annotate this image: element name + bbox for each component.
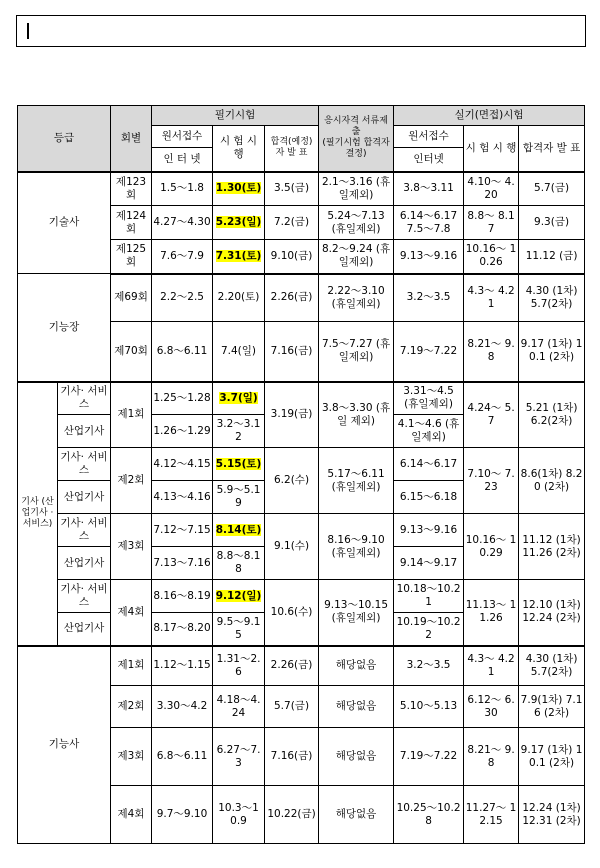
header-qual-sub: (필기시험 합격자결정): [322, 138, 390, 160]
exam2-cell: 4.3～ 4.21: [464, 274, 519, 322]
pass2-cell: 8.6(1차) 8.20 (2차): [519, 448, 585, 514]
round-cell: 제1회: [111, 382, 152, 448]
pass-cell: 6.2(수): [265, 448, 319, 514]
exam-cell: 1.30(토): [213, 172, 265, 206]
app2-cell: 3.8～3.11: [394, 172, 464, 206]
exam-schedule-table: [17, 105, 585, 844]
sub-industrial-engineer: 산업기사: [58, 547, 111, 580]
qual-cell: 3.8～3.30 (휴일 제외): [319, 382, 394, 448]
pass2-cell: 5.21 (1차) 6.2(2차): [519, 382, 585, 448]
sub-engineer-service: 기사· 서비스: [58, 382, 111, 415]
header-qual: [319, 106, 394, 172]
qual-cell: 5.24～7.13 (휴일제외): [319, 206, 394, 240]
round-cell: 제4회: [111, 580, 152, 646]
exam-cell: 6.27～7.3: [213, 728, 265, 786]
header-grade: 등급: [18, 106, 111, 172]
pass2-cell: 4.30 (1차) 5.7(2차): [519, 646, 585, 686]
pass-cell: 2.26(금): [265, 646, 319, 686]
pass-cell: 10.6(수): [265, 580, 319, 646]
pass2-cell: 12.24 (1차) 12.31 (2차): [519, 786, 585, 844]
app-cell: 2.2～2.5: [152, 274, 213, 322]
exam2-cell: 8.21～ 9.8: [464, 728, 519, 786]
app-cell: 8.16～8.19: [152, 580, 213, 613]
pass2-cell: 9.17 (1차) 10.1 (2차): [519, 728, 585, 786]
exam2-cell: 11.27～ 12.15: [464, 786, 519, 844]
header-internet: 인 터 넷: [152, 148, 213, 172]
header-qual-title: 응시자격 서류제출: [324, 116, 388, 138]
group-industrial: 기사 (산업기사 · 서비스): [18, 382, 58, 646]
app2-cell: 9.14～9.17: [394, 547, 464, 580]
exam-cell: 5.15(토): [213, 448, 265, 481]
exam-cell: 4.18～4.24: [213, 686, 265, 728]
top-input-box[interactable]: [16, 15, 586, 47]
app-cell: 7.13～7.16: [152, 547, 213, 580]
exam-cell: 8.8～8.18: [213, 547, 265, 580]
round-cell: 제3회: [111, 728, 152, 786]
app2-cell: 3.31～4.5 (휴일제외): [394, 382, 464, 415]
pass2-cell: 11.12 (금): [519, 240, 585, 274]
qual-cell: 9.13～10.15 (휴일제외): [319, 580, 394, 646]
group-engineer: 기술사: [18, 172, 111, 274]
round-cell: 제69회: [111, 274, 152, 322]
header-app-written: 원서접수: [152, 126, 213, 148]
app2-cell: 9.13～9.16: [394, 240, 464, 274]
exam2-cell: 11.13～ 11.26: [464, 580, 519, 646]
app-cell: 7.12～7.15: [152, 514, 213, 547]
pass-cell: 5.7(금): [265, 686, 319, 728]
qual-cell: 2.22～3.10 (휴일제외): [319, 274, 394, 322]
exam-cell: 7.31(토): [213, 240, 265, 274]
header-pass-prac: 합격자 발 표: [519, 126, 585, 172]
header-round: 회별: [111, 106, 152, 172]
pass-cell: 3.19(금): [265, 382, 319, 448]
app2-cell: 6.14～6.17: [394, 448, 464, 481]
pass2-cell: 7.9(1차) 7.16 (2차): [519, 686, 585, 728]
header-internet-prac: 인터넷: [394, 148, 464, 172]
round-cell: 제125회: [111, 240, 152, 274]
text-cursor: [27, 23, 29, 39]
qual-cell: 8.2～9.24 (휴일제외): [319, 240, 394, 274]
round-cell: 제123회: [111, 172, 152, 206]
exam2-cell: 4.24～ 5.7: [464, 382, 519, 448]
app-cell: 4.12～4.15: [152, 448, 213, 481]
qual-cell: 7.5～7.27 (휴일제외): [319, 322, 394, 382]
app2-cell: 5.10～5.13: [394, 686, 464, 728]
exam2-cell: 4.3～ 4.21: [464, 646, 519, 686]
exam-cell: 1.31～2.6: [213, 646, 265, 686]
exam-cell: 2.20(토): [213, 274, 265, 322]
app2-cell: 3.2～3.5: [394, 274, 464, 322]
pass2-cell: 9.3(금): [519, 206, 585, 240]
pass-cell: 3.5(금): [265, 172, 319, 206]
sub-industrial-engineer: 산업기사: [58, 613, 111, 646]
qual-cell: 해당없음: [319, 728, 394, 786]
round-cell: 제4회: [111, 786, 152, 844]
qual-cell: 해당없음: [319, 686, 394, 728]
pass-cell: 10.22(금): [265, 786, 319, 844]
qual-cell: 해당없음: [319, 786, 394, 844]
app2-cell: 4.1～4.6 (휴일제외): [394, 415, 464, 448]
header-app-prac: 원서접수: [394, 126, 464, 148]
app2-cell: 7.19～7.22: [394, 322, 464, 382]
sub-engineer-service: 기사· 서비스: [58, 580, 111, 613]
app-cell: 3.30～4.2: [152, 686, 213, 728]
pass-cell: 7.16(금): [265, 728, 319, 786]
app-cell: 1.26～1.29: [152, 415, 213, 448]
app2-cell: 6.15～6.18: [394, 481, 464, 514]
pass-cell: 7.16(금): [265, 322, 319, 382]
exam-cell: 5.23(일): [213, 206, 265, 240]
app-cell: 4.13～4.16: [152, 481, 213, 514]
pass-cell: 7.2(금): [265, 206, 319, 240]
exam2-cell: 10.16～ 10.29: [464, 514, 519, 580]
exam-cell: 5.9～5.19: [213, 481, 265, 514]
round-cell: 제124회: [111, 206, 152, 240]
app2-cell: 10.25～10.28: [394, 786, 464, 844]
round-cell: 제2회: [111, 448, 152, 514]
exam-cell: 3.2～3.12: [213, 415, 265, 448]
sub-engineer-service: 기사· 서비스: [58, 514, 111, 547]
exam2-cell: 10.16～ 10.26: [464, 240, 519, 274]
sub-industrial-engineer: 산업기사: [58, 481, 111, 514]
qual-cell: 5.17～6.11 (휴일제외): [319, 448, 394, 514]
pass2-cell: 4.30 (1차) 5.7(2차): [519, 274, 585, 322]
app-cell: 1.12～1.15: [152, 646, 213, 686]
app2-cell: 6.14～6.17 7.5～7.8: [394, 206, 464, 240]
app2-cell: 9.13～9.16: [394, 514, 464, 547]
exam2-cell: 8.8～ 8.17: [464, 206, 519, 240]
app-cell: 6.8～6.11: [152, 728, 213, 786]
exam2-cell: 4.10～ 4.20: [464, 172, 519, 206]
app-cell: 9.7～9.10: [152, 786, 213, 844]
round-cell: 제1회: [111, 646, 152, 686]
exam-cell: 7.4(일): [213, 322, 265, 382]
sub-industrial-engineer: 산업기사: [58, 415, 111, 448]
app2-cell: 7.19～7.22: [394, 728, 464, 786]
pass2-cell: 9.17 (1차) 10.1 (2차): [519, 322, 585, 382]
exam-cell: 9.5～9.15: [213, 613, 265, 646]
group-master: 기능장: [18, 274, 111, 382]
exam-cell: 3.7(일): [213, 382, 265, 415]
pass2-cell: 5.7(금): [519, 172, 585, 206]
exam-cell: 9.12(일): [213, 580, 265, 613]
header-pass-written: 합격(예정) 자 발 표: [265, 126, 319, 172]
header-exam-date-prac: 시 험 시 행: [464, 126, 519, 172]
round-cell: 제2회: [111, 686, 152, 728]
exam-cell: 10.3～10.9: [213, 786, 265, 844]
qual-cell: 8.16～9.10 (휴일제외): [319, 514, 394, 580]
exam2-cell: 8.21～ 9.8: [464, 322, 519, 382]
app-cell: 6.8～6.11: [152, 322, 213, 382]
exam2-cell: 6.12～ 6.30: [464, 686, 519, 728]
qual-cell: 2.1～3.16 (휴일제외): [319, 172, 394, 206]
pass-cell: 2.26(금): [265, 274, 319, 322]
sub-engineer-service: 기사· 서비스: [58, 448, 111, 481]
app2-cell: 3.2～3.5: [394, 646, 464, 686]
exam-cell: 8.14(토): [213, 514, 265, 547]
app2-cell: 10.19～10.22: [394, 613, 464, 646]
pass-cell: 9.10(금): [265, 240, 319, 274]
round-cell: 제70회: [111, 322, 152, 382]
app-cell: 8.17～8.20: [152, 613, 213, 646]
group-craftsman: 기능사: [18, 646, 111, 844]
header-written: 필기시험: [152, 106, 319, 126]
app2-cell: 10.18～10.21: [394, 580, 464, 613]
header-exam-date: 시 험 시 행: [213, 126, 265, 172]
app-cell: 7.6～7.9: [152, 240, 213, 274]
pass2-cell: 11.12 (1차) 11.26 (2차): [519, 514, 585, 580]
exam2-cell: 7.10～ 7.23: [464, 448, 519, 514]
qual-cell: 해당없음: [319, 646, 394, 686]
app-cell: 4.27～4.30: [152, 206, 213, 240]
app-cell: 1.25～1.28: [152, 382, 213, 415]
app-cell: 1.5～1.8: [152, 172, 213, 206]
pass2-cell: 12.10 (1차) 12.24 (2차): [519, 580, 585, 646]
round-cell: 제3회: [111, 514, 152, 580]
pass-cell: 9.1(수): [265, 514, 319, 580]
header-practical: 실기(면접)시험: [394, 106, 585, 126]
